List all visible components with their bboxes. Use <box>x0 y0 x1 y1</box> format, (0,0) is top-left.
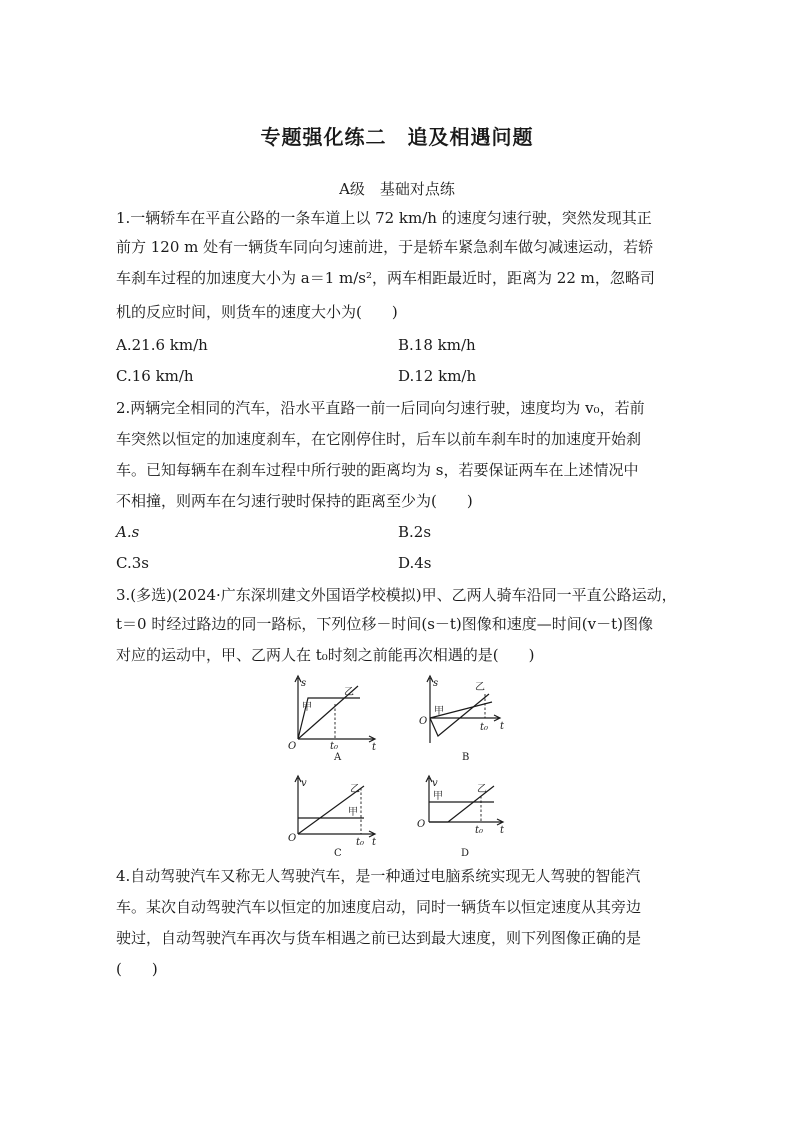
q1-option-c: C.16 km/h <box>116 367 194 385</box>
figure-a-jia-label: 甲 <box>302 702 312 713</box>
figure-b-caption: B <box>462 752 470 763</box>
figure-d-t0-label: t₀ <box>475 825 484 836</box>
q3-figure-set <box>276 668 516 860</box>
figure-d-jia-label: 甲 <box>433 791 443 802</box>
figure-b-yi-label: 乙 <box>475 682 485 693</box>
q2-line-4: 不相撞，则两车在匀速行驶时保持的距离至少为( ) <box>116 492 473 510</box>
figure-b-jia-label: 甲 <box>434 706 444 717</box>
figure-b-y-label: s <box>433 678 439 689</box>
q1-option-d: D.12 km/h <box>398 367 477 385</box>
page-title: 专题强化练二 追及相遇问题 <box>260 125 534 149</box>
figure-c-caption: C <box>334 848 342 859</box>
figure-a-y-label: s <box>301 678 307 689</box>
q3-line-1: 3.(多选)(2024·广东深圳建文外国语学校模拟)甲、乙两人骑车沿同一平直公路运动， <box>116 586 677 604</box>
figure-a-origin-label: O <box>288 741 297 752</box>
figure-a-t0-label: t₀ <box>330 741 339 752</box>
q3-figures <box>276 668 516 860</box>
figure-c-yi-label: 乙 <box>350 784 360 795</box>
figure-d-caption: D <box>461 848 470 859</box>
q4-line-1: 4.自动驾驶汽车又称无人驾驶汽车，是一种通过电脑系统实现无人驾驶的智能汽 <box>116 867 641 885</box>
q1-line-1: 1.一辆轿车在平直公路的一条车道上以 72 km/h 的速度匀速行驶，突然发现其正 <box>116 209 652 227</box>
figure-c-y-label: v <box>301 778 307 789</box>
q4-line-4: ( ) <box>116 960 158 978</box>
q1-line-2: 前方 120 m 处有一辆货车同向匀速前进，于是轿车紧急刹车做匀减速运动，若轿 <box>116 238 654 256</box>
q2-line-2: 车突然以恒定的加速度刹车，在它刚停住时，后车以前车刹车时的加速度开始刹 <box>116 430 642 448</box>
q2-option-b: B.2s <box>398 523 432 541</box>
figure-a <box>288 676 377 763</box>
q4-line-3: 驶过，自动驾驶汽车再次与货车相遇之前已达到最大速度，则下列图像正确的是 <box>116 929 642 947</box>
figure-a-yi-label: 乙 <box>344 687 354 698</box>
q2-line-3: 车。已知每辆车在刹车过程中所行驶的距离均为 s，若要保证两车在上述情况中 <box>116 461 639 479</box>
figure-b <box>419 676 505 763</box>
q2-option-a: A.s <box>116 523 140 541</box>
figure-c-origin-label: O <box>288 833 297 844</box>
q1-option-b: B.18 km/h <box>398 336 476 354</box>
figure-c-jia-label: 甲 <box>348 807 358 818</box>
q2-option-d: D.4s <box>398 554 432 572</box>
figure-a-caption: A <box>334 752 342 763</box>
q2-line-1: 2.两辆完全相同的汽车，沿水平直路一前一后同向匀速行驶，速度均为 v₀，若前 <box>116 399 645 417</box>
figure-d-x-label: t <box>500 825 505 836</box>
figure-a-x-label: t <box>372 742 377 753</box>
figure-c <box>288 776 377 859</box>
q1-line-4: 机的反应时间，则货车的速度大小为( ) <box>116 303 398 321</box>
q3-line-3: 对应的运动中，甲、乙两人在 t₀时刻之前能再次相遇的是( ) <box>116 646 535 664</box>
q3-line-2: t＝0 时经过路边的同一路标，下列位移－时间(s－t)图像和速度—时间(v－t)图像 <box>116 615 653 633</box>
q1-option-a: A.21.6 km/h <box>116 336 208 354</box>
figure-d-y-label: v <box>432 778 438 789</box>
q1-line-3: 车刹车过程的加速度大小为 a＝1 m/s²，两车相距最近时，距离为 22 m，忽略司 <box>116 269 655 287</box>
figure-d-origin-label: O <box>417 819 426 830</box>
figure-b-t0-label: t₀ <box>480 722 489 733</box>
figure-c-t0-label: t₀ <box>356 837 365 848</box>
section-heading: A级 基础对点练 <box>339 180 455 198</box>
q4-line-2: 车。某次自动驾驶汽车以恒定的加速度启动，同时一辆货车以恒定速度从其旁边 <box>116 898 642 916</box>
figure-d-yi-label: 乙 <box>477 784 487 795</box>
figure-d <box>417 776 505 859</box>
figure-c-x-label: t <box>372 837 377 848</box>
q2-option-c: C.3s <box>116 554 149 572</box>
figure-b-x-label: t <box>500 721 505 732</box>
figure-b-origin-label: O <box>419 716 428 727</box>
